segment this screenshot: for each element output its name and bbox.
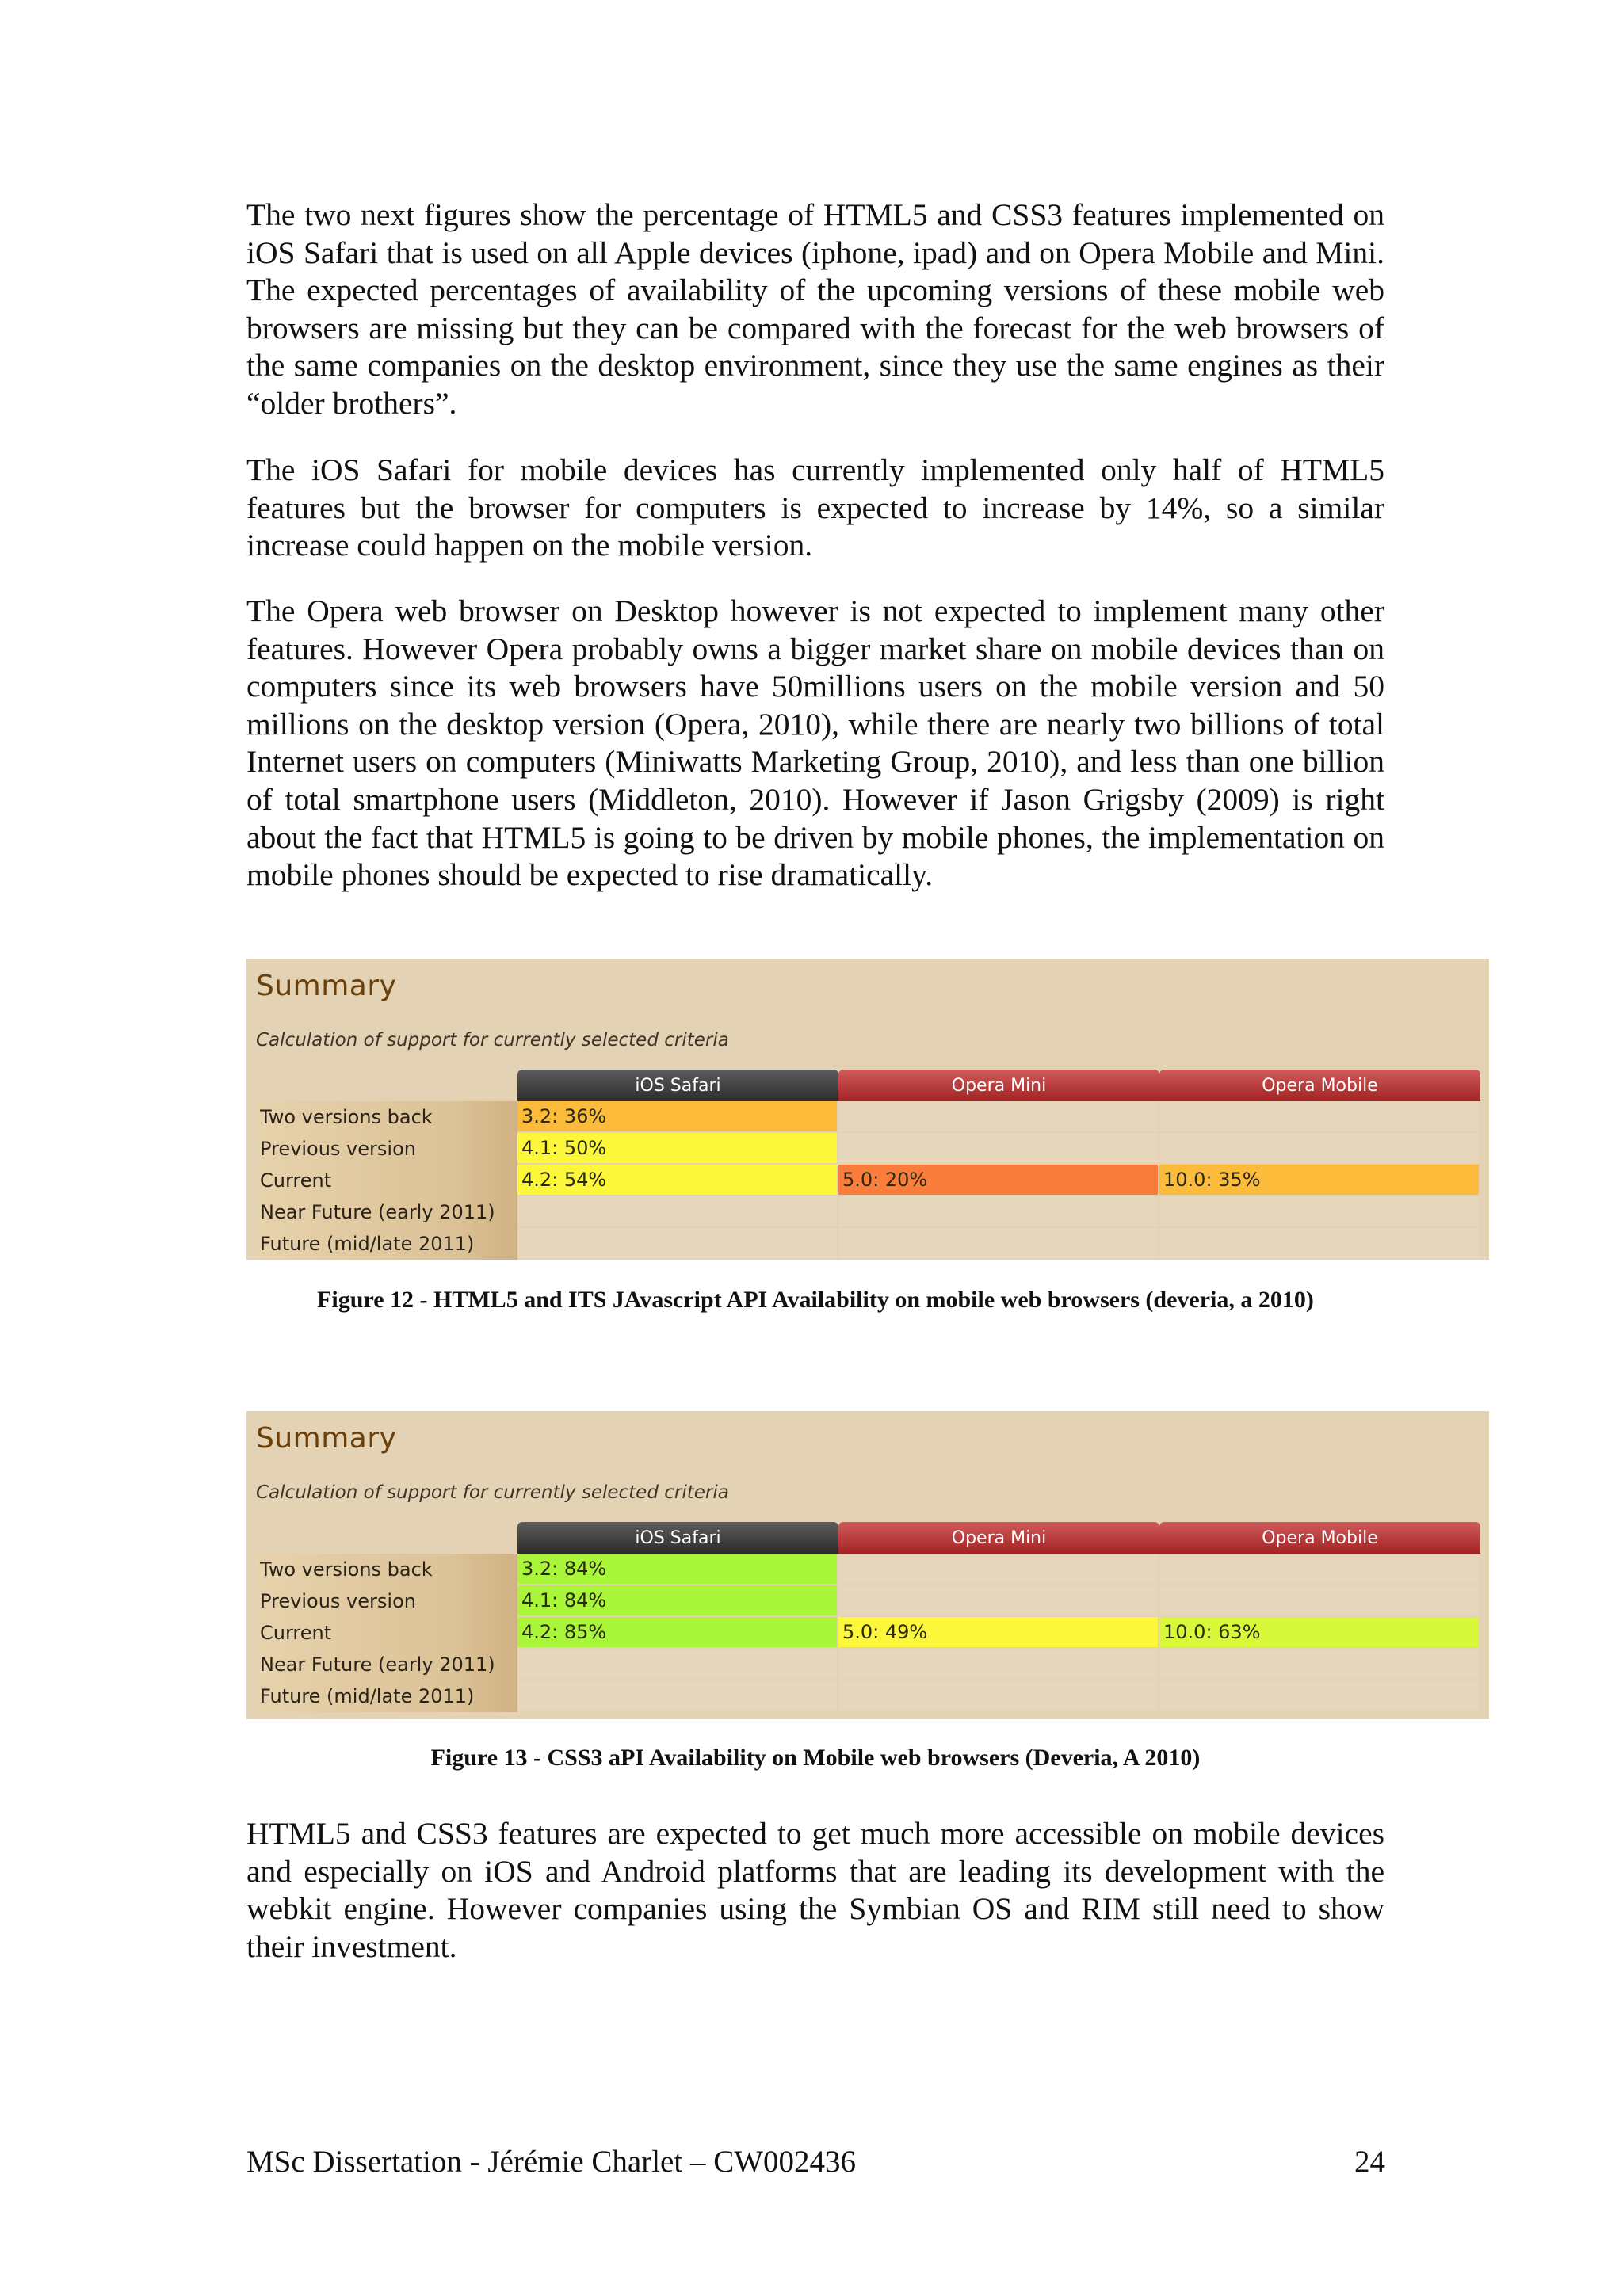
summary-subtitle: Calculation of support for currently selected criteria (256, 1030, 729, 1051)
row-label: Near Future (early 2011) (256, 1196, 517, 1228)
row-label: Two versions back (256, 1554, 517, 1585)
table-row (256, 1554, 1480, 1585)
support-cell: 4.1: 84% (517, 1585, 838, 1617)
support-cell (1159, 1228, 1480, 1260)
support-cell (838, 1680, 1159, 1712)
support-cell (1159, 1101, 1480, 1133)
row-label: Previous version (256, 1585, 517, 1617)
summary-title: Summary (256, 970, 397, 1002)
table-row (256, 1133, 1480, 1165)
figure-html5-summary (246, 959, 1489, 1260)
row-label: Current (256, 1617, 517, 1649)
table-corner (256, 1070, 517, 1101)
support-cell: 4.2: 85% (517, 1617, 838, 1649)
support-cell: 5.0: 49% (838, 1617, 1159, 1649)
column-header-ios-safari: iOS Safari (517, 1522, 838, 1554)
row-label: Current (256, 1165, 517, 1196)
support-cell: 5.0: 20% (838, 1165, 1159, 1196)
support-cell: 10.0: 35% (1159, 1165, 1480, 1196)
column-header-opera-mini: Opera Mini (838, 1070, 1159, 1101)
support-cell (838, 1196, 1159, 1228)
support-cell (1159, 1554, 1480, 1585)
paragraph-intro: The two next figures show the percentage of HTML5 and CSS3 features implemented on iOS Safari that is used on all Apple devices (iphone, ipad) and on Opera Mobile and Mini. The expected percentages of availability of the upcoming versions of these mobile web browsers are missing but they can be compared with the forecast for the web browsers of the same companies on the desktop environment, since they use the same engines as their “older brothers”. (246, 197, 1384, 421)
table-row (256, 1649, 1480, 1680)
paragraph-ios-safari: The iOS Safari for mobile devices has currently implemented only half of HTML5 features but the browser for computers is expected to increase by 14%, so a similar increase could happen on the mobile version. (246, 452, 1384, 563)
page-number: 24 (1354, 2145, 1385, 2179)
column-header-ios-safari: iOS Safari (517, 1070, 838, 1101)
row-label: Two versions back (256, 1101, 517, 1133)
column-header-opera-mini: Opera Mini (838, 1522, 1159, 1554)
support-cell (1159, 1649, 1480, 1680)
table-row (256, 1617, 1480, 1649)
support-cell: 4.1: 50% (517, 1133, 838, 1165)
support-cell: 3.2: 84% (517, 1554, 838, 1585)
table-row (256, 1165, 1480, 1196)
table-row (256, 1196, 1480, 1228)
row-label: Future (mid/late 2011) (256, 1680, 517, 1712)
row-label: Near Future (early 2011) (256, 1649, 517, 1680)
support-cell (838, 1554, 1159, 1585)
support-table (256, 1070, 1480, 1260)
figure-13-caption: Figure 13 - CSS3 aPI Availability on Mobile web browsers (Deveria, A 2010) (430, 1745, 1201, 1771)
support-cell (838, 1228, 1159, 1260)
table-corner (256, 1522, 517, 1554)
summary-subtitle: Calculation of support for currently selected criteria (256, 1482, 729, 1503)
support-cell: 3.2: 36% (517, 1101, 838, 1133)
support-cell (838, 1133, 1159, 1165)
support-cell (838, 1649, 1159, 1680)
support-cell (1159, 1196, 1480, 1228)
figure-css3-summary (246, 1411, 1489, 1719)
support-cell (1159, 1680, 1480, 1712)
support-cell (517, 1196, 838, 1228)
figure-12-caption: Figure 12 - HTML5 and ITS JAvascript API Availability on mobile web browsers (deveria, a 2010) (317, 1287, 1314, 1313)
table-row (256, 1585, 1480, 1617)
column-header-opera-mobile: Opera Mobile (1159, 1070, 1480, 1101)
support-cell (838, 1585, 1159, 1617)
support-cell (517, 1680, 838, 1712)
support-table (256, 1522, 1480, 1712)
table-row (256, 1101, 1480, 1133)
table-row (256, 1680, 1480, 1712)
paragraph-conclusion: HTML5 and CSS3 features are expected to get much more accessible on mobile devices and especially on iOS and Android platforms that are leading its development with the webkit engine. However companies using the Symbian OS and RIM still need to show their investment. (246, 1816, 1384, 1964)
support-cell (1159, 1585, 1480, 1617)
summary-title: Summary (256, 1422, 397, 1455)
support-cell (1159, 1133, 1480, 1165)
support-cell: 10.0: 63% (1159, 1617, 1480, 1649)
support-cell (517, 1228, 838, 1260)
support-cell: 4.2: 54% (517, 1165, 838, 1196)
footer-author: MSc Dissertation - Jérémie Charlet – CW002436 (246, 2145, 857, 2179)
support-cell (838, 1101, 1159, 1133)
paragraph-opera: The Opera web browser on Desktop however is not expected to implement many other features. However Opera probably owns a bigger market share on mobile devices than on computers since its web browsers have 50millions users on the mobile version and 50 millions on the desktop version (Opera, 2010), while there are nearly two billions of total Internet users on computers (Miniwatts Marketing Group, 2010), and less than one billion of total smartphone users (Middleton, 2010). However if Jason Grigsby (2009) is right about the fact that HTML5 is going to be driven by mobile phones, the implementation on mobile phones should be expected to rise dramatically. (246, 593, 1384, 893)
row-label: Future (mid/late 2011) (256, 1228, 517, 1260)
row-label: Previous version (256, 1133, 517, 1165)
table-row (256, 1228, 1480, 1260)
support-cell (517, 1649, 838, 1680)
column-header-opera-mobile: Opera Mobile (1159, 1522, 1480, 1554)
